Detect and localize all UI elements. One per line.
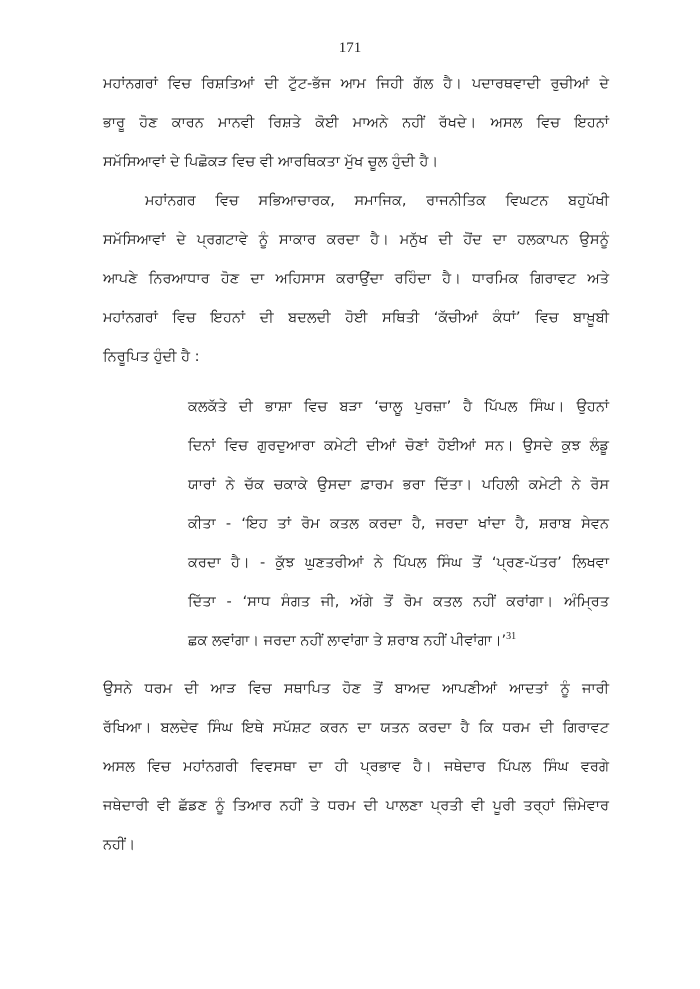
quote-line: ਕਲਕੱਤੇ ਦੀ ਭਾਸ਼ਾ ਵਿਚ ਬੜਾ ‘ਚਾਲੂ ਪੁਰਜ਼ਾ’ ਹੈ ਪਿੱਪਲ ਸਿੰਘ। ਉਹਨਾਂ	[188, 399, 609, 415]
page-number: 171	[338, 40, 362, 56]
footnote-reference[interactable]: 31	[506, 631, 517, 643]
text-line: ਆਪਣੇ ਨਿਰਆਧਾਰ ਹੋਣ ਦਾ ਅਹਿਸਾਸ ਕਰਾਉਂਦਾ ਰਹਿੰਦਾ ਹੈ। ਧਾਰਮਿਕ ਗਿਰਾਵਟ ਅਤੇ	[103, 271, 609, 287]
quote-line: ਕਰਦਾ ਹੈ। - ਕੁੱਝ ਘੁਣਤਰੀਆਂ ਨੇ ਪਿੱਪਲ ਸਿੰਘ ਤੋਂ ‘ਪ੍ਰਣ-ਪੱਤਰ’ ਲਿਖਵਾ	[188, 555, 609, 571]
quote-line: ਯਾਰਾਂ ਨੇ ਚੱਕ ਚਕਾਕੇ ਉਸਦਾ ਫ਼ਾਰਮ ਭਰਾ ਦਿੱਤਾ। ਪਹਿਲੀ ਕਮੇਟੀ ਨੇ ਰੋਸ	[188, 477, 609, 493]
text-line: ਜਥੇਦਾਰੀ ਵੀ ਛੱਡਣ ਨੂੰ ਤਿਆਰ ਨਹੀਂ ਤੇ ਧਰਮ ਦੀ ਪਾਲਣਾ ਪ੍ਰਤੀ ਵੀ ਪੂਰੀ ਤਰ੍ਹਾਂ ਜ਼ਿੰਮੇਵਾਰ	[103, 798, 609, 814]
quote-line: ਦਿਨਾਂ ਵਿਚ ਗੁਰਦੁਆਰਾ ਕਮੇਟੀ ਦੀਆਂ ਚੋਣਾਂ ਹੋਈਆਂ ਸਨ। ਉਸਦੇ ਕੁਝ ਲੰਡੂ	[188, 438, 609, 454]
text-line: ਰੱਖਿਆ। ਬਲਦੇਵ ਸਿੰਘ ਇਥੇ ਸਪੱਸ਼ਟ ਕਰਨ ਦਾ ਯਤਨ ਕਰਦਾ ਹੈ ਕਿ ਧਰਮ ਦੀ ਗਿਰਾਵਟ	[103, 720, 609, 736]
text-line: ਮਹਾਂਨਗਰਾਂ ਵਿਚ ਰਿਸ਼ਤਿਆਂ ਦੀ ਟੁੱਟ-ਭੱਜ ਆਮ ਜਿਹੀ ਗੱਲ ਹੈ। ਪਦਾਰਥਵਾਦੀ ਰੁਚੀਆਂ ਦੇ	[103, 76, 609, 92]
text-line: ਨਹੀਂ।	[103, 837, 136, 853]
quote-line: ਦਿੱਤਾ - ‘ਸਾਧ ਸੰਗਤ ਜੀ, ਅੱਗੇ ਤੋਂ ਰੋਮ ਕਤਲ ਨਹੀਂ ਕਰਾਂਗਾ। ਅੰਮ੍ਰਿਤ	[188, 594, 609, 610]
text-line: ਸਮੱਸਿਆਵਾਂ ਦੇ ਪਿਛੋਕੜ ਵਿਚ ਵੀ ਆਰਥਿਕਤਾ ਮੁੱਖ ਚੂਲ ਹੁੰਦੀ ਹੈ।	[103, 154, 439, 170]
text-line: ਸਮੱਸਿਆਵਾਂ ਦੇ ਪ੍ਰਗਟਾਵੇ ਨੂੰ ਸਾਕਾਰ ਕਰਦਾ ਹੈ। ਮਨੁੱਖ ਦੀ ਹੋਂਦ ਦਾ ਹਲਕਾਪਨ ਉਸਨੂੰ	[103, 232, 609, 248]
quote-text: ਛਕ ਲਵਾਂਗਾ। ਜਰਦਾ ਨਹੀਂ ਲਾਵਾਂਗਾ ਤੇ ਸ਼ਰਾਬ ਨਹੀਂ ਪੀਵਾਂਗਾ।’	[188, 633, 507, 649]
quote-line-last	[188, 631, 609, 651]
text-line: ਉਸਨੇ ਧਰਮ ਦੀ ਆੜ ਵਿਚ ਸਥਾਪਿਤ ਹੋਣ ਤੋਂ ਬਾਅਦ ਆਪਣੀਆਂ ਆਦਤਾਂ ਨੂੰ ਜਾਰੀ	[103, 681, 609, 697]
text-line: ਨਿਰੂਪਿਤ ਹੁੰਦੀ ਹੈ :	[103, 349, 200, 365]
text-line: ਭਾਰੂ ਹੋਣ ਕਾਰਨ ਮਾਨਵੀ ਰਿਸ਼ਤੇ ਕੋਈ ਮਾਅਨੇ ਨਹੀਂ ਰੱਖਦੇ। ਅਸਲ ਵਿਚ ਇਹਨਾਂ	[103, 115, 609, 131]
quote-line: ਕੀਤਾ - ‘ਇਹ ਤਾਂ ਰੋਮ ਕਤਲ ਕਰਦਾ ਹੈ, ਜਰਦਾ ਖਾਂਦਾ ਹੈ, ਸ਼ਰਾਬ ਸੇਵਨ	[188, 516, 609, 532]
text-line: ਮਹਾਂਨਗਰ ਵਿਚ ਸਭਿਆਚਾਰਕ, ਸਮਾਜਿਕ, ਰਾਜਨੀਤਿਕ ਵਿਘਟਨ ਬਹੁਪੱਖੀ	[145, 193, 609, 209]
text-line: ਅਸਲ ਵਿਚ ਮਹਾਂਨਗਰੀ ਵਿਵਸਥਾ ਦਾ ਹੀ ਪ੍ਰਭਾਵ ਹੈ। ਜਥੇਦਾਰ ਪਿੱਪਲ ਸਿੰਘ ਵਰਗੇ	[103, 759, 609, 775]
text-line: ਮਹਾਂਨਗਰਾਂ ਵਿਚ ਇਹਨਾਂ ਦੀ ਬਦਲਦੀ ਹੋਈ ਸਥਿਤੀ ‘ਕੱਚੀਆਂ ਕੰਧਾਂ’ ਵਿਚ ਬਾਖ਼ੂਬੀ	[103, 310, 609, 326]
